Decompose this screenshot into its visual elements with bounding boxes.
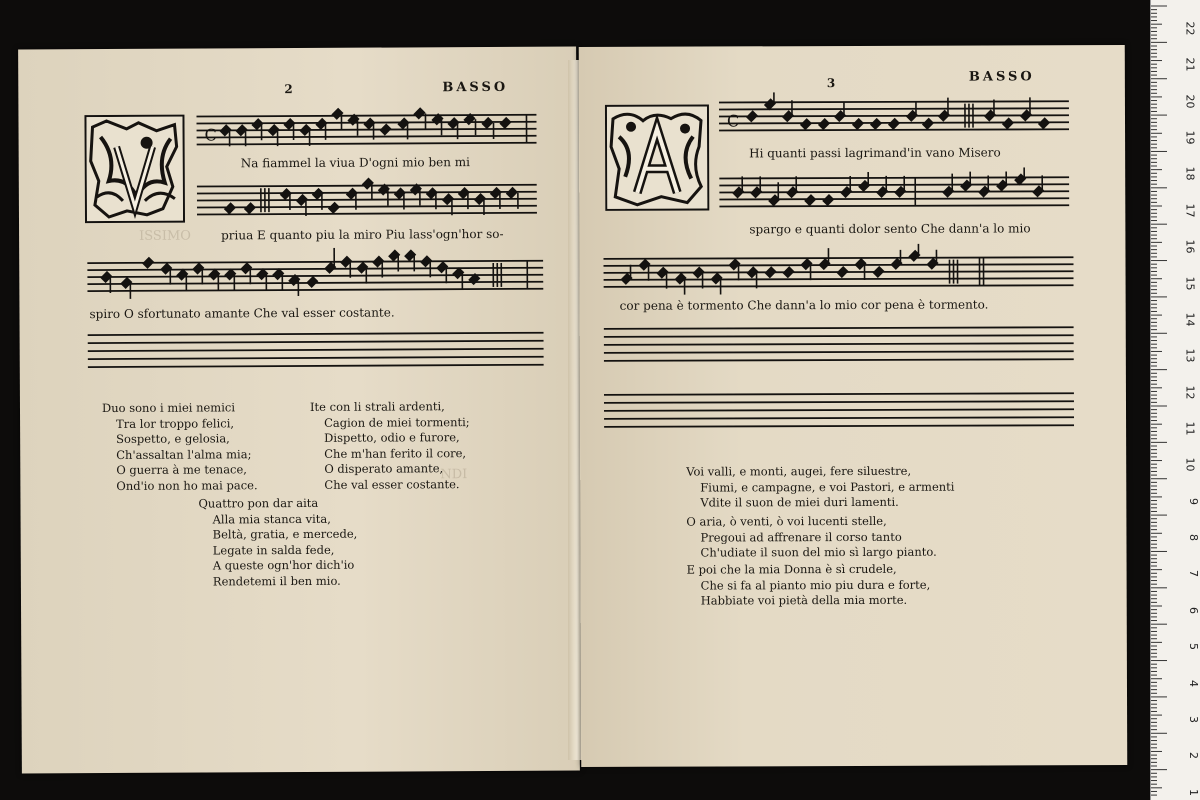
poem-line: O disperato amante, [324,461,444,477]
poem-line: Ond'io non ho mai pace. [116,478,258,493]
ruler-number: 19 [1183,130,1197,145]
poem-line: Che val esser costante. [324,477,460,492]
music-staff-3 [603,243,1073,301]
poem-line: A queste ogn'hor dich'io [212,558,355,573]
ruler-number: 18 [1183,166,1197,181]
poem-stanza-2 [686,514,936,562]
svg-text:C: C [726,111,740,131]
poem-stanza-2 [310,399,470,493]
ruler-number: 12 [1183,385,1197,400]
ruler-number: 5 [1187,643,1200,651]
bleed-through-text: ISSIMO [139,228,191,244]
poem-line: Habbiate voi pietà della mia morte. [700,592,908,608]
poem-line: Pregoui ad affrenare il corso tanto [700,529,902,545]
poem-line: Tra lor troppo felici, [116,415,235,431]
lyrics-line-2: spargo e quanti dolor sento Che dann'a lo mio [749,221,1031,237]
lyrics-line-2: priua E quanto piu la miro Piu lass'ogn'hor so- [221,226,504,243]
ruler-number: 21 [1183,57,1197,72]
woodcut-illustration-icon [86,117,183,222]
poem-line: Che si fa al pianto mio piu dura e forte, [700,577,931,593]
ruler-number: 17 [1183,203,1197,218]
lyrics-line-3: spiro O sfortunato amante Che val esser costante. [89,305,395,322]
poem-line: Quattro pon dar aita [198,495,319,511]
ruler-number: 3 [1187,715,1200,723]
part-header: BASSO [968,69,1035,85]
ruler-number: 2 [1187,752,1200,760]
left-page [18,47,580,774]
poem-stanza-3 [687,562,931,610]
ruler-number: 10 [1183,457,1197,472]
ruler-number: 16 [1183,239,1197,254]
music-staff-1 [196,105,536,153]
page-number: 3 [826,76,836,91]
ruler-number: 1 [1187,788,1200,796]
part-header: BASSO [442,79,509,96]
lyrics-line-1: Hi quanti passi lagrimand'in vano Misero [749,145,1001,161]
poem-line: Voi valli, e monti, augei, fere siluestre, [686,463,912,479]
page-number: 2 [284,82,293,97]
ruler-number: 4 [1187,679,1200,687]
ruler-number: 9 [1187,497,1200,505]
poem-line: E poi che la mia Donna è sì crudele, [686,561,897,577]
ruler-number: 14 [1183,312,1197,327]
empty-staff [604,321,1074,369]
empty-staff [604,387,1074,435]
music-staff-2 [719,167,1069,216]
lyrics-line-3: cor pena è tormento Che dann'a lo mio cor pena è tormento. [619,297,989,313]
lyrics-line-1: Na fiammel la viua D'ogni mio ben mi [240,155,471,171]
ruler-number: 22 [1183,21,1197,36]
poem-line: Ch'udiate il suon del mio sì largo pianto. [700,544,937,560]
woodcut-illustration-icon [607,107,707,209]
ruler-number: 7 [1187,570,1200,578]
poem-line: Vdite il suon de miei duri lamenti. [700,495,899,510]
poem-line: Ite con li strali ardenti, [309,399,445,414]
poem-stanza-1 [102,400,258,494]
initial-woodcut [84,115,185,224]
ruler-number: 13 [1183,348,1197,363]
bleed-through-text: NDI [440,467,468,483]
ruler-number: 6 [1187,606,1200,614]
scale-ruler [1150,0,1200,800]
poem-line: O guerra à me tenace, [116,462,247,478]
poem-line: Alla mia stanca vita, [212,511,331,527]
empty-staff [88,327,544,375]
poem-line: Rendetemi il ben mio. [212,573,341,589]
ruler-number: 8 [1187,534,1200,542]
ruler-number: 15 [1183,276,1197,291]
poem-line: Ch'assaltan l'alma mia; [116,447,252,462]
initial-woodcut [605,105,709,211]
svg-text:C: C [204,125,217,145]
music-staff-3 [87,247,543,305]
ruler-number: 11 [1183,421,1197,436]
poem-line: Cagion de miei tormenti; [324,414,470,430]
poem-line: Sospetto, e gelosia, [116,431,230,447]
music-staff-2 [197,175,537,223]
poem-stanza-1 [686,464,954,512]
poem-line: Duo sono i miei nemici [101,400,236,416]
poem-line: O aria, ò venti, ò voi lucenti stelle, [686,513,887,529]
poem-line: Fiumi, e campagne, e voi Pastori, e armenti [700,479,955,495]
right-page [579,45,1128,767]
poem-line: Dispetto, odio e furore, [324,430,460,446]
poem-stanza-3 [198,496,357,590]
poem-line: Legate in salda fede, [212,542,335,558]
poem-line: Beltà, gratia, e mercede, [212,526,358,542]
poem-line: Che m'han ferito il core, [324,445,467,461]
music-staff-1 [719,91,1069,138]
ruler-number: 20 [1183,94,1197,109]
